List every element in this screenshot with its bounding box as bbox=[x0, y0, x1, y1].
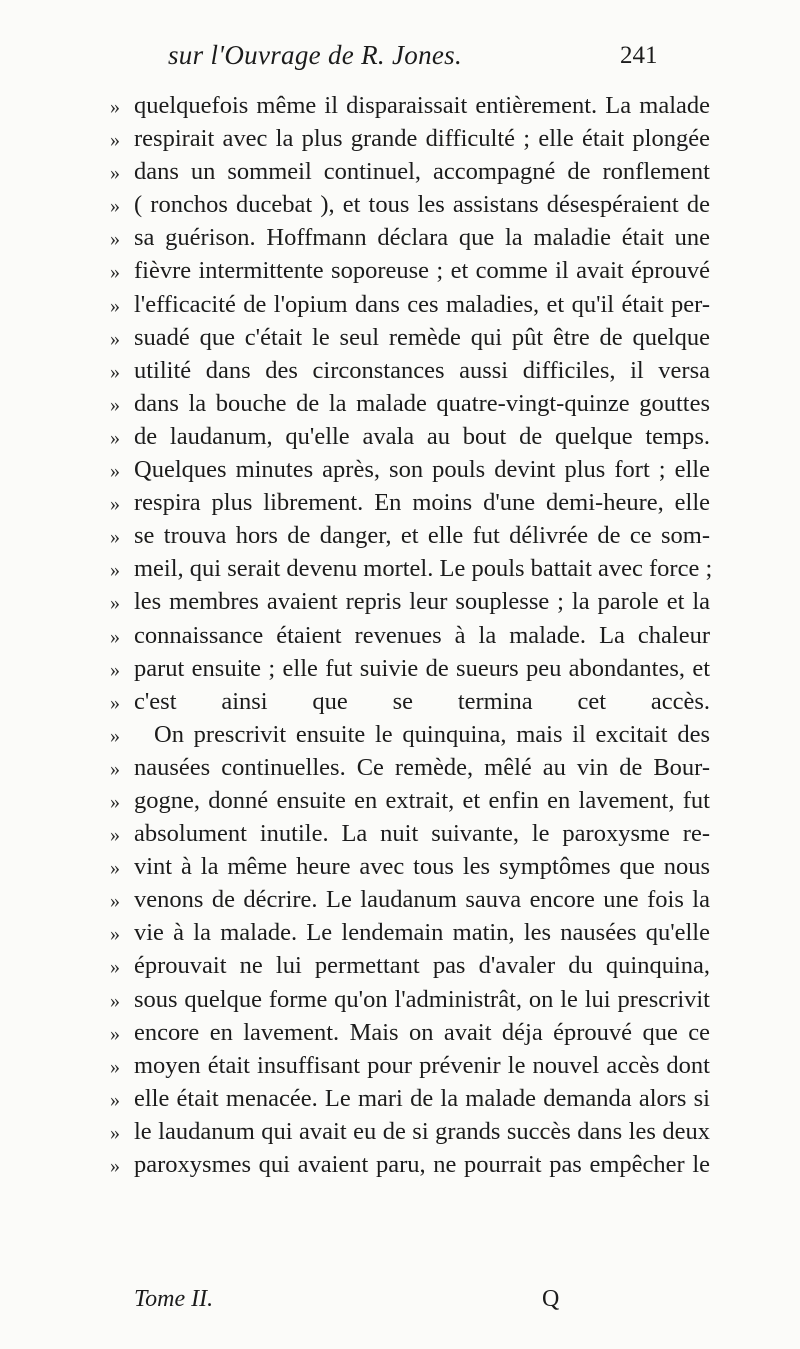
text-line bbox=[110, 1049, 710, 1082]
volume-label: Tome II. bbox=[134, 1286, 214, 1312]
text-line bbox=[110, 850, 710, 883]
quote-mark: » bbox=[110, 360, 120, 383]
line-text: éprouvait ne lui permettant pas d'avaler du quinquina, bbox=[134, 952, 710, 980]
text-line bbox=[110, 1016, 710, 1049]
text-line bbox=[110, 288, 710, 321]
text-line bbox=[110, 585, 710, 618]
text-line bbox=[110, 453, 710, 486]
text-line bbox=[110, 983, 710, 1016]
quote-mark: » bbox=[110, 592, 120, 615]
quote-mark: » bbox=[110, 691, 120, 714]
quote-mark: » bbox=[110, 228, 120, 251]
running-title: sur l'Ouvrage de R. Jones. bbox=[168, 40, 463, 70]
text-line bbox=[110, 486, 710, 519]
text-line bbox=[110, 155, 710, 188]
line-text: dans la bouche de la malade quatre-vingt-quinze gouttes bbox=[134, 389, 710, 417]
quote-mark: » bbox=[110, 493, 120, 516]
line-text: le laudanum qui avait eu de si grands succès dans les deux bbox=[134, 1117, 710, 1145]
text-line bbox=[110, 1148, 710, 1181]
line-text: respira plus librement. En moins d'une demi-heure, elle bbox=[134, 489, 710, 517]
text-line bbox=[110, 519, 710, 552]
text-line bbox=[110, 354, 710, 387]
text-line bbox=[110, 883, 710, 916]
quote-mark: » bbox=[110, 824, 120, 847]
line-text: meil, qui serait devenu mortel. Le pouls battait avec force ; bbox=[134, 555, 713, 583]
line-text: moyen était insuffisant pour prévenir le nouvel accès dont bbox=[134, 1051, 710, 1079]
quote-mark: » bbox=[110, 1121, 120, 1144]
text-line bbox=[110, 916, 710, 949]
text-line bbox=[110, 718, 710, 751]
line-text: quelquefois même il disparaissait entièrement. La malade bbox=[134, 92, 710, 119]
quote-mark: » bbox=[110, 790, 120, 813]
line-text: vie à la malade. Le lendemain matin, les nausées qu'elle bbox=[134, 919, 710, 947]
text-line bbox=[110, 1115, 710, 1148]
line-text: gogne, donné ensuite en extrait, et enfin en lavement, fut bbox=[134, 786, 710, 814]
quote-mark: » bbox=[110, 956, 120, 979]
quote-mark: » bbox=[110, 195, 120, 218]
line-text: encore en lavement. Mais on avait déja éprouvé que ce bbox=[134, 1018, 710, 1046]
quote-mark: » bbox=[110, 923, 120, 946]
quote-mark: » bbox=[110, 261, 120, 284]
line-text: l'efficacité de l'opium dans ces maladies, et qu'il était per- bbox=[134, 290, 710, 318]
quote-mark: » bbox=[110, 1155, 120, 1177]
text-line bbox=[110, 89, 710, 122]
line-text: c'est ainsi que se termina cet accès. bbox=[134, 687, 710, 715]
text-line bbox=[110, 387, 710, 420]
text-line bbox=[110, 122, 710, 155]
quote-mark: » bbox=[110, 989, 120, 1012]
line-text: les membres avaient repris leur souplesse ; la parole et la bbox=[134, 588, 710, 616]
line-text: On prescrivit ensuite le quinquina, mais il excitait des bbox=[154, 720, 710, 748]
line-text: parut ensuite ; elle fut suivie de sueurs peu abondantes, et bbox=[134, 654, 710, 682]
line-text: respirait avec la plus grande difficulté ; elle était plongée bbox=[134, 125, 710, 153]
line-text: connaissance étaient revenues à la malade. La chaleur bbox=[134, 621, 710, 649]
line-text: venons de décrire. Le laudanum sauva encore une fois la bbox=[134, 886, 710, 914]
line-text: se trouva hors de danger, et elle fut délivrée de ce som- bbox=[134, 522, 710, 550]
text-line bbox=[110, 221, 710, 254]
text-line bbox=[110, 619, 710, 652]
text-line bbox=[110, 949, 710, 982]
line-text: vint à la même heure avec tous les symptômes que nous bbox=[134, 853, 710, 881]
line-text: elle était menacée. Le mari de la malade demanda alors si bbox=[134, 1084, 710, 1112]
text-line bbox=[110, 751, 710, 784]
quote-mark: » bbox=[110, 96, 120, 118]
quote-mark: » bbox=[110, 757, 120, 780]
text-line bbox=[110, 188, 710, 221]
quote-mark: » bbox=[110, 129, 120, 152]
text-line bbox=[110, 321, 710, 354]
quote-mark: » bbox=[110, 460, 120, 483]
quote-mark: » bbox=[110, 393, 120, 416]
page-number: 241 bbox=[620, 42, 658, 69]
quote-mark: » bbox=[110, 1055, 120, 1078]
quote-mark: » bbox=[110, 426, 120, 449]
line-text: dans un sommeil continuel, accompagné de ronflement bbox=[134, 158, 710, 186]
text-line bbox=[110, 784, 710, 817]
quote-mark: » bbox=[110, 658, 120, 681]
quote-mark: » bbox=[110, 724, 120, 747]
quote-mark: » bbox=[110, 1088, 120, 1111]
quote-mark: » bbox=[110, 294, 120, 317]
quote-mark: » bbox=[110, 526, 120, 549]
line-text: sous quelque forme qu'on l'administrât, on le lui prescrivit bbox=[134, 985, 710, 1013]
page-footer bbox=[110, 1286, 710, 1320]
quote-mark: » bbox=[110, 857, 120, 880]
text-line bbox=[110, 1082, 710, 1115]
line-text: utilité dans des circonstances aussi difficiles, il versa bbox=[134, 356, 710, 384]
line-text: suadé que c'était le seul remède qui pût être de quelque bbox=[134, 323, 710, 351]
quote-mark: » bbox=[110, 890, 120, 913]
body-text bbox=[110, 89, 713, 1181]
text-line bbox=[110, 817, 710, 850]
text-line bbox=[110, 420, 710, 453]
text-line bbox=[110, 552, 713, 585]
quote-mark: » bbox=[110, 1022, 120, 1045]
quote-mark: » bbox=[110, 162, 120, 185]
signature-mark: Q bbox=[542, 1286, 560, 1312]
quote-mark: » bbox=[110, 625, 120, 648]
text-line bbox=[110, 652, 710, 685]
text-line bbox=[110, 254, 710, 287]
line-text: fièvre intermittente soporeuse ; et comme il avait éprouvé bbox=[134, 257, 710, 285]
line-text: paroxysmes qui avaient paru, ne pourrait pas empêcher le bbox=[134, 1151, 710, 1178]
quote-mark: » bbox=[110, 327, 120, 350]
line-text: de laudanum, qu'elle avala au bout de quelque temps. bbox=[134, 422, 710, 450]
line-text: nausées continuelles. Ce remède, mêlé au vin de Bour- bbox=[134, 753, 710, 781]
line-text: ( ronchos ducebat ), et tous les assistans désespéraient de bbox=[134, 191, 710, 219]
line-text: Quelques minutes après, son pouls devint plus fort ; elle bbox=[134, 456, 710, 484]
quote-mark: » bbox=[110, 559, 120, 582]
running-head bbox=[120, 40, 740, 80]
text-line bbox=[110, 685, 710, 718]
line-text: sa guérison. Hoffmann déclara que la maladie était une bbox=[134, 224, 710, 252]
line-text: absolument inutile. La nuit suivante, le paroxysme re- bbox=[134, 820, 710, 848]
